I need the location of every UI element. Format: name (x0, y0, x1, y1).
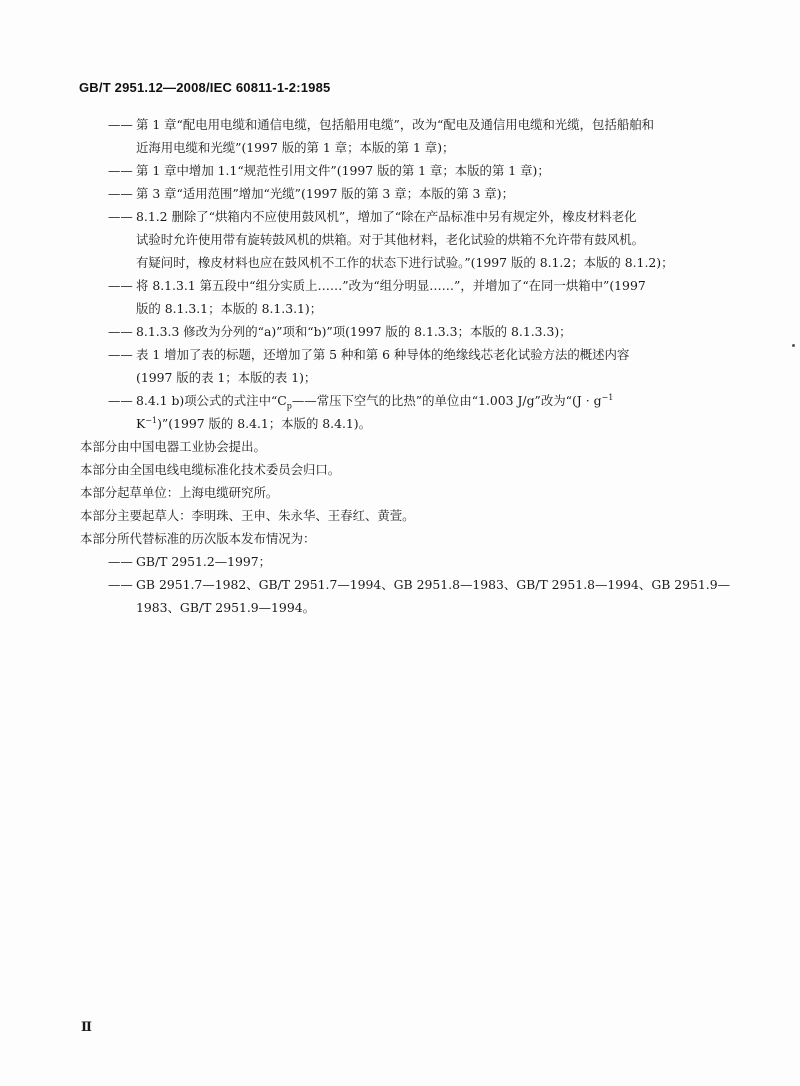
change-item (108, 274, 708, 320)
list-dash: —— (108, 393, 133, 408)
item-line: (1997 版的表 1；本版的表 1)； (136, 370, 317, 385)
foreword-content (80, 113, 731, 619)
change-item (108, 205, 708, 274)
page-number: Ⅱ (81, 1020, 92, 1035)
item-line: 8.1.3.3 修改为分列的“a)”项和“b)”项(1997 版的 8.1.3.3；本版的 8.1.3.3)； (136, 324, 572, 339)
item-line: 版的 8.1.3.1；本版的 8.1.3.1)； (136, 301, 323, 316)
changes-list (108, 113, 708, 389)
list-dash: —— (108, 117, 133, 132)
list-dash: —— (108, 186, 133, 201)
formula-line-1: 8.4.1 b)项公式的式注中“$C_p——$常压下空气的比热”的单位由“1.003 J/g”改为“($J \cdot g^{-1}$ (136, 392, 614, 411)
statement-proposer: 本部分由中国电器工业协会提出。 (80, 439, 266, 454)
item-line: 第 3 章“适用范围”增加“光缆”(1997 版的第 3 章；本版的第 3 章)； (136, 186, 514, 201)
list-dash: —— (108, 278, 133, 293)
history-item (108, 550, 708, 573)
statement-drafting-unit: 本部分起草单位：上海电缆研究所。 (80, 485, 279, 500)
item-line: 8.1.2 删除了“烘箱内不应使用鼓风机”，增加了“除在产品标准中另有规定外，橡皮材料老化 (136, 209, 637, 224)
change-item (108, 182, 708, 205)
list-dash: —— (108, 554, 133, 569)
statements (80, 435, 708, 550)
list-dash: —— (108, 163, 133, 178)
statement-drafters: 本部分主要起草人：李明珠、王申、朱永华、王春红、黄萱。 (80, 508, 415, 523)
change-item (108, 159, 708, 182)
item-line: 第 1 章中增加 1.1“规范性引用文件”(1997 版的第 1 章；本版的第 1 章)； (136, 163, 550, 178)
standard-code-header: GB/T 2951.12—2008/IEC 60811-1-2:1985 (79, 80, 331, 95)
item-line: 近海用电缆和光缆”(1997 版的第 1 章；本版的第 1 章)； (136, 140, 455, 155)
history-list (108, 550, 731, 619)
list-dash: —— (108, 209, 133, 224)
item-line: 试验时允许使用带有旋转鼓风机的烘箱。对于其他材料，老化试验的烘箱不允许带有鼓风机。 (136, 232, 645, 247)
change-item (108, 113, 708, 159)
history-item (108, 573, 731, 619)
formula-line-2: $K^{-1})”(1997$ 版的 8.4.1；本版的 8.4.1)。 (136, 415, 372, 431)
item-line: 将 8.1.3.1 第五段中“组分实质上……”改为“组分明显……”，并增加了“在同一烘箱中”(1997 (136, 278, 646, 293)
list-dash: —— (108, 347, 133, 362)
item-line: 有疑问时，橡皮材料也应在鼓风机不工作的状态下进行试验。”(1997 版的 8.1.2；本版的 8.1.2)； (136, 255, 674, 270)
statement-committee: 本部分由全国电线电缆标准化技术委员会归口。 (80, 462, 341, 477)
item-line: GB 2951.7—1982、GB/T 2951.7—1994、GB 2951.8—1983、GB/T 2951.8—1994、GB 2951.9— (136, 577, 731, 592)
scan-speck (792, 344, 795, 347)
item-line: 表 1 增加了表的标题，还增加了第 5 种和第 6 种导体的绝缘线芯老化试验方法的概述内容 (136, 347, 630, 362)
change-item (108, 343, 708, 389)
change-item (108, 320, 708, 343)
item-line: 第 1 章“配电用电缆和通信电缆，包括船用电缆”，改为“配电及通信用电缆和光缆，包括船舶和 (136, 117, 654, 132)
item-line: 1983、GB/T 2951.9—1994。 (136, 600, 315, 615)
list-dash: —— (108, 577, 133, 592)
list-dash: —— (108, 324, 133, 339)
statement-history-intro: 本部分所代替标准的历次版本发布情况为： (80, 531, 316, 546)
change-item-formula (108, 389, 708, 435)
item-line: GB/T 2951.2—1997； (136, 554, 272, 569)
